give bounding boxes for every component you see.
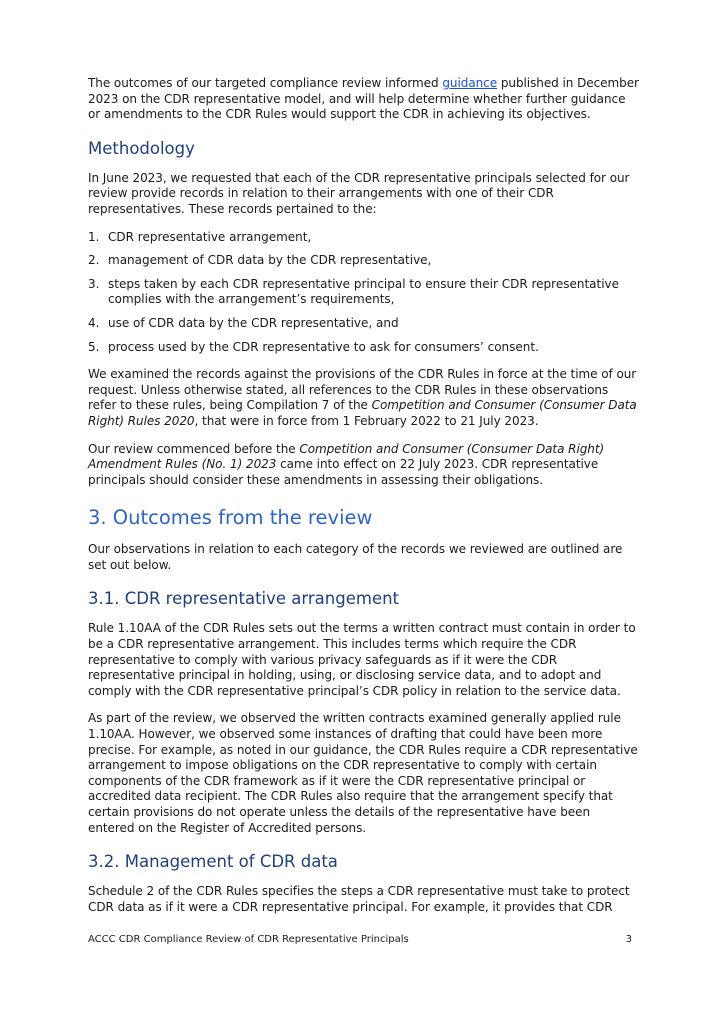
section-3-2-paragraph-1: Schedule 2 of the CDR Rules specifies the steps a CDR representative must take to protect CDR data as if it were a CDR representative principal. For example, it provides that CDR: [88, 884, 630, 914]
intro-paragraph: [88, 76, 640, 123]
rules-title-italic: Competition and Consumer (Consumer Data Right) Rules 2020: [88, 398, 637, 428]
methodology-paragraph-1: In June 2023, we requested that each of the CDR representative principals selected for our review provide records in relation to their arrangements with one of their CDR representatives. These records pertained to the:: [88, 170, 630, 216]
intro-text-start: The outcomes of our targeted compliance review informed: [88, 76, 443, 90]
list-item-number: 4.: [88, 315, 100, 330]
list-item: [88, 277, 640, 308]
page-number: 3: [625, 934, 632, 945]
outcomes-heading: 3. Outcomes from the review: [88, 506, 373, 530]
intro-text-end: published in December 2023 on the CDR representative model, and will help determine whether further guidance or amendments to the CDR Rules would support the CDR in achieving its objectives.: [88, 76, 639, 122]
list-item: [88, 253, 640, 269]
list-item-text: CDR representative arrangement,: [108, 229, 312, 244]
list-item-text: use of CDR data by the CDR representative, and: [108, 315, 399, 330]
section-3-1-heading: 3.1. CDR representative arrangement: [88, 589, 400, 609]
para2-text-end: , that were in force from 1 February 2022 to 21 July 2023.: [194, 413, 539, 428]
outcomes-paragraph: Our observations in relation to each category of the records we reviewed are outlined are set out below.: [88, 542, 623, 572]
list-item-text: steps taken by each CDR representative principal to ensure their CDR representative complies with the arrangement’s requirements,: [108, 276, 620, 307]
list-item: [88, 340, 640, 356]
page-footer: [88, 934, 632, 945]
records-list: [88, 230, 640, 356]
guidance-link[interactable]: guidance: [442, 76, 498, 90]
amendment-title-italic: Competition and Consumer (Consumer Data Right) Amendment Rules (No. 1) 2023: [88, 441, 605, 472]
section-3-2-heading: 3.2. Management of CDR data: [88, 852, 338, 872]
list-item-text: management of CDR data by the CDR representative,: [108, 253, 432, 268]
para3-text-start: Our review commenced before the: [88, 441, 300, 456]
list-item-text: process used by the CDR representative to ask for consumers’ consent.: [108, 339, 539, 354]
list-item-number: 1.: [88, 229, 100, 244]
methodology-heading: Methodology: [88, 138, 195, 158]
list-item: [88, 316, 640, 332]
section-3-1-paragraph-2: As part of the review, we observed the written contracts examined generally applied rule 1.10AA. However, we observed some instances of drafting that could have been more precise. For example, as noted in our guidance, the CDR Rules require a CDR representative arrangement to impose obligations on the CDR representative to comply with certain components of the CDR framework as if it were the CDR representative principal or accredited data recipient. The CDR Rules also require that the arrangement specify that certain provisions do not operate unless the details of the representative have been entered on the Register of Accredited persons.: [88, 711, 638, 835]
section-3-1-paragraph-1: Rule 1.10AA of the CDR Rules sets out the terms a written contract must contain in order to be a CDR representative arrangement. This includes terms which require the CDR representative to comply with various privacy safeguards as if it were the CDR representative principal in holding, using, or disclosing service data, and to adopt and comply with the CDR representative principal’s CDR policy in relation to the service data.: [88, 621, 636, 698]
list-item-number: 5.: [88, 339, 100, 354]
methodology-paragraph-2: [88, 367, 640, 429]
footer-title: ACCC CDR Compliance Review of CDR Representative Principals: [88, 934, 409, 945]
para3-text-end: came into effect on 22 July 2023. CDR representative principals should consider these amendments in assessing their obligations.: [88, 457, 599, 487]
list-item-number: 3.: [88, 276, 100, 291]
methodology-paragraph-3: [88, 442, 640, 489]
list-item: [88, 230, 640, 246]
document-body: [88, 76, 640, 927]
list-item-number: 2.: [88, 253, 100, 268]
para2-text-start: We examined the records against the provisions of the CDR Rules in force at the time of our request. Unless otherwise stated, all references to the CDR Rules in these observations refer to these rules, being Compilation 7 of the: [88, 367, 637, 413]
